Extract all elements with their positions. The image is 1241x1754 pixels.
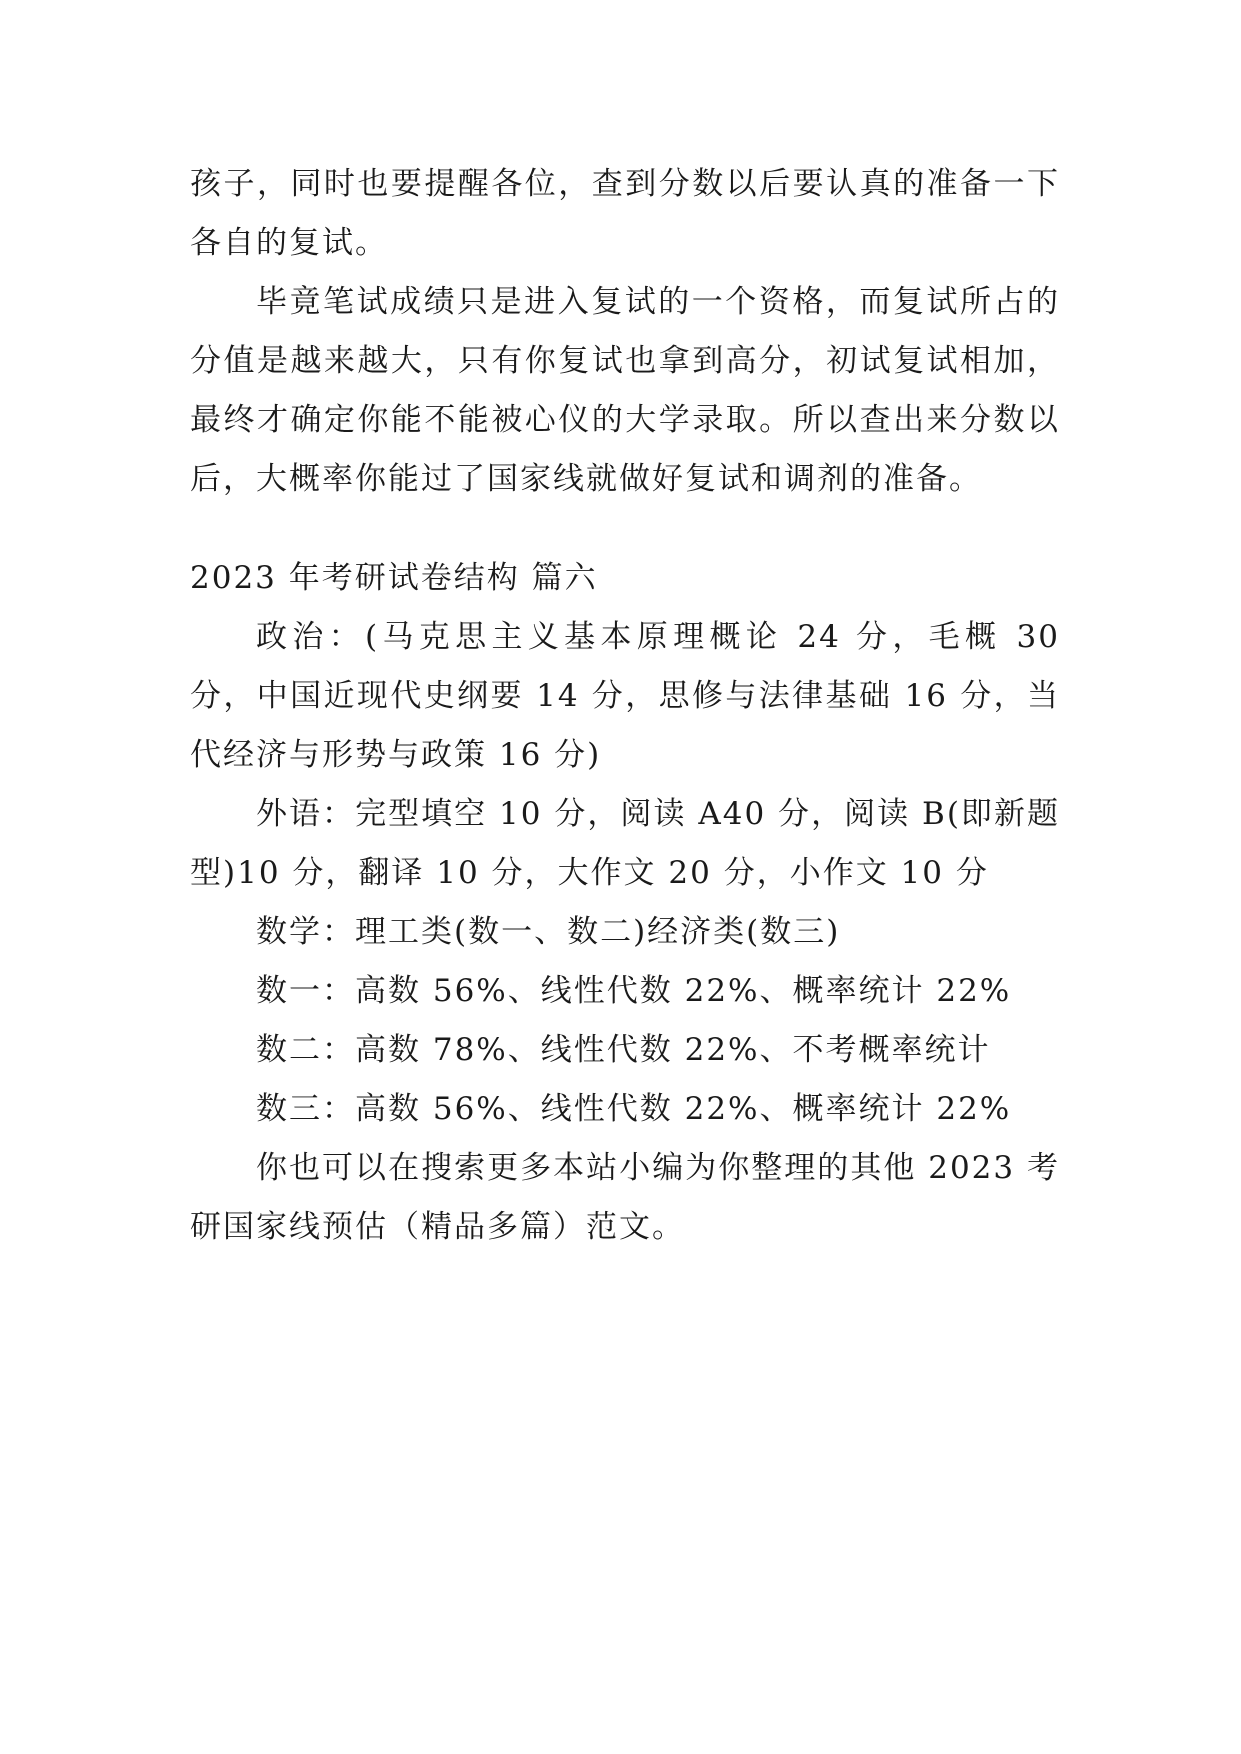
paragraph-foreign-language: 外语：完型填空 10 分，阅读 A40 分，阅读 B(即新题型)10 分，翻译 10 分，大作文 20 分，小作文 10 分 — [190, 796, 1060, 891]
paragraph-math: 数学：理工类(数一、数二)经济类(数三) — [256, 914, 841, 950]
paragraph-math-three: 数三：高数 56%、线性代数 22%、概率统计 22% — [256, 1091, 1012, 1127]
paragraph-politics: 政治：(马克思主义基本原理概论 24 分，毛概 30 分，中国近现代史纲要 14 分，思修与法律基础 16 分，当代经济与形势与政策 16 分) — [190, 619, 1060, 773]
paragraph-retest-note: 毕竟笔试成绩只是进入复试的一个资格，而复试所占的分值是越来越大，只有你复试也拿到高分，初试复试相加，最终才确定你能不能被心仪的大学录取。所以查出来分数以后，大概率你能过了国家线就做好复试和调剂的准备。 — [190, 284, 1060, 497]
paragraph-math-one: 数一：高数 56%、线性代数 22%、概率统计 22% — [256, 973, 1012, 1009]
document-body — [190, 155, 1060, 1257]
paragraph-math-two: 数二：高数 78%、线性代数 22%、不考概率统计 — [256, 1032, 991, 1068]
paragraph-continuation: 孩子，同时也要提醒各位，查到分数以后要认真的准备一下各自的复试。 — [190, 166, 1060, 261]
section-heading-six: 2023 年考研试卷结构 篇六 — [190, 560, 598, 596]
paragraph-closing: 你也可以在搜索更多本站小编为你整理的其他 2023 考研国家线预估（精品多篇）范文。 — [190, 1150, 1060, 1245]
